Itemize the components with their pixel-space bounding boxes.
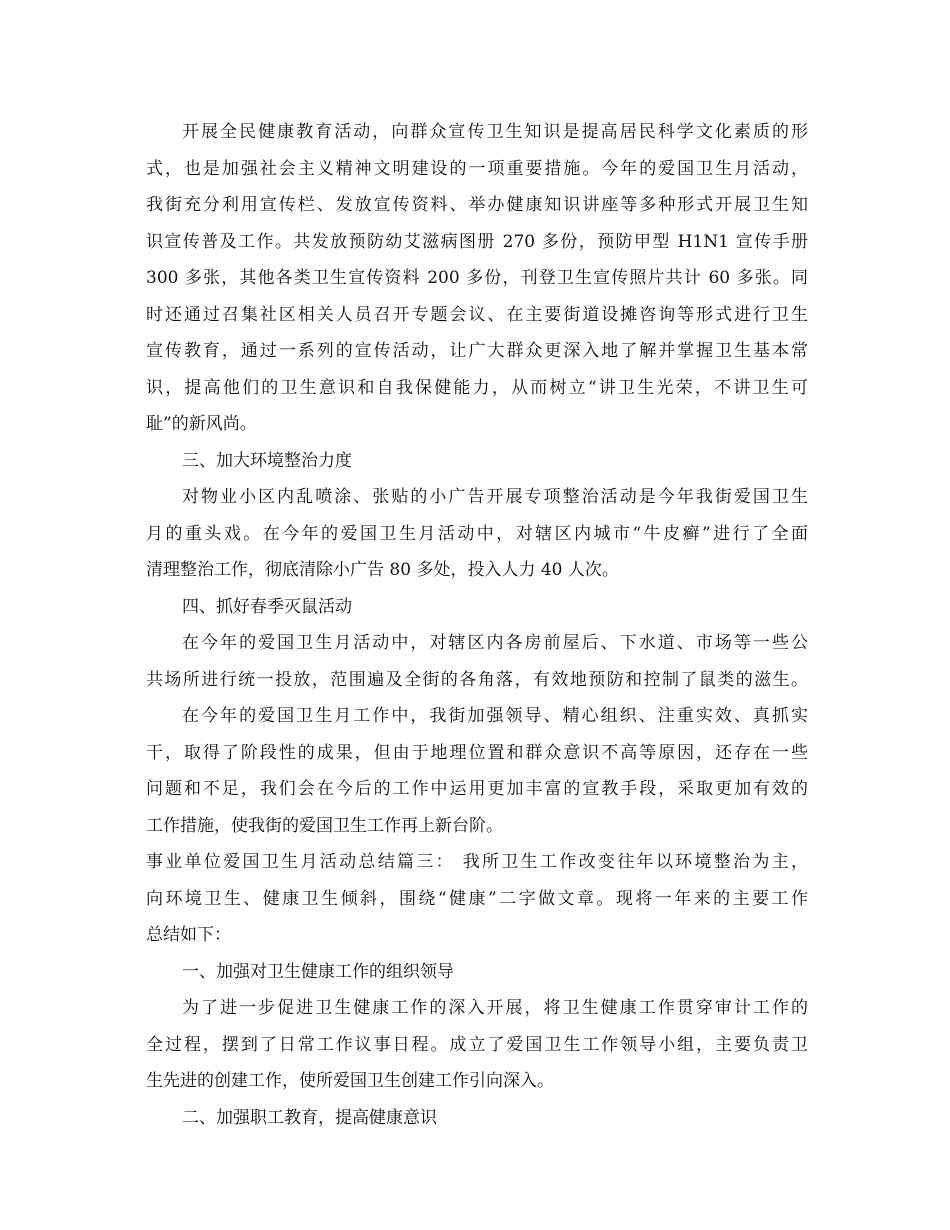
paragraph-line: 向环境卫生、健康卫生倾斜，围绕“健康”二字做文章。现将一年来的主要工作 bbox=[146, 888, 808, 909]
paragraph-line: 宣传教育，通过一系列的宣传活动，让广大群众更深入地了解并掌握卫生基本常 bbox=[146, 341, 808, 361]
paragraph-line: 时还通过召集社区相关人员召开专题会议、在主要街道设摊咨询等形式进行卫生 bbox=[146, 304, 808, 325]
paragraph-line: 全过程，摆到了日常工作议事日程。成立了爱国卫生工作领导小组，主要负责卫 bbox=[146, 1034, 808, 1055]
article-title-line: 事业单位爱国卫生月活动总结篇三： 我所卫生工作改变往年以环境整治为主， bbox=[146, 852, 808, 872]
paragraph-line: 开展全民健康教育活动，向群众宣传卫生知识是提高居民科学文化素质的形 bbox=[182, 122, 808, 142]
section-heading: 三、加大环境整治力度 bbox=[182, 450, 352, 471]
paragraph-line: 在今年的爱国卫生月工作中，我街加强领导、精心组织、注重实效、真抓实 bbox=[182, 706, 808, 726]
paragraph-line: 识，提高他们的卫生意识和自我保健能力，从而树立“讲卫生光荣，不讲卫生可 bbox=[146, 377, 808, 398]
paragraph-line: 式，也是加强社会主义精神文明建设的一项重要措施。今年的爱国卫生月活动， bbox=[146, 158, 808, 179]
paragraph-line: 总结如下： bbox=[146, 925, 231, 945]
paragraph-line: 工作措施，使我街的爱国卫生工作再上新台阶。 bbox=[146, 815, 503, 836]
paragraph-line: 识宣传普及工作。共发放预防幼艾滋病图册 270 多份，预防甲型 H1N1 宣传手册 bbox=[146, 231, 808, 252]
paragraph-line: 问题和不足，我们会在今后的工作中运用更加丰富的宣教手段，采取更加有效的 bbox=[146, 779, 808, 799]
document-body bbox=[146, 114, 808, 1136]
section-heading: 一、加强对卫生健康工作的组织领导 bbox=[182, 961, 454, 982]
paragraph-line: 我街充分利用宣传栏、发放宣传资料、举办健康知识讲座等多种形式开展卫生知 bbox=[146, 195, 808, 215]
paragraph-line: 对物业小区内乱喷涂、张贴的小广告开展专项整治活动是今年我街爱国卫生 bbox=[182, 487, 808, 507]
paragraph-line: 清理整治工作，彻底清除小广告 80 多处，投入人力 40 人次。 bbox=[146, 560, 619, 580]
paragraph-line: 耻”的新风尚。 bbox=[146, 414, 257, 434]
paragraph-line: 为了进一步促进卫生健康工作的深入开展，将卫生健康工作贯穿审计工作的 bbox=[182, 998, 808, 1018]
paragraph-line: 共场所进行统一投放，范围遍及全街的各角落，有效地预防和控制了鼠类的滋生。 bbox=[146, 669, 808, 690]
section-heading: 四、抓好春季灭鼠活动 bbox=[182, 596, 352, 617]
paragraph-line: 生先进的创建工作，使所爱国卫生创建工作引向深入。 bbox=[146, 1071, 554, 1091]
paragraph-line: 在今年的爱国卫生月活动中，对辖区内各房前屋后、下水道、市场等一些公 bbox=[182, 633, 808, 653]
paragraph-line: 300 多张，其他各类卫生宣传资料 200 多份，刊登卫生宣传照片共计 60 多张。同 bbox=[146, 268, 808, 288]
paragraph-line: 月的重头戏。在今年的爱国卫生月活动中，对辖区内城市“牛皮癣”进行了全面 bbox=[146, 523, 808, 544]
section-heading: 二、加强职工教育，提高健康意识 bbox=[182, 1107, 437, 1128]
paragraph-line: 干，取得了阶段性的成果，但由于地理位置和群众意识不高等原因，还存在一些 bbox=[146, 742, 808, 763]
